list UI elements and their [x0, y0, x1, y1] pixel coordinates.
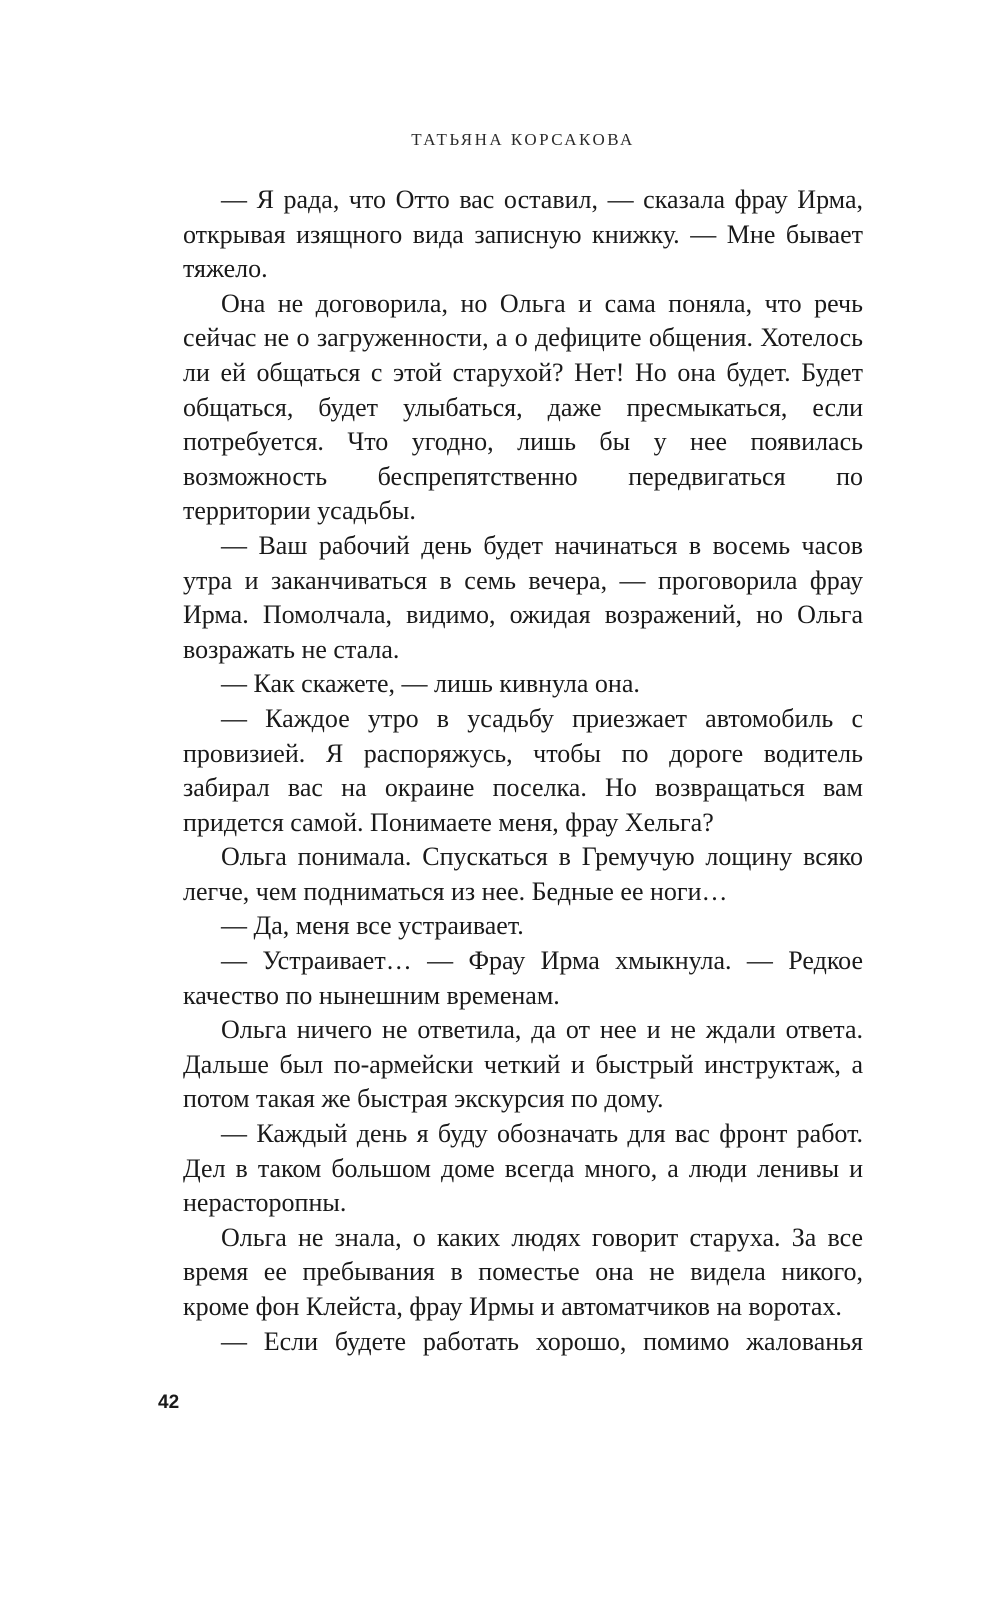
- paragraph-3: — Ваш рабочий день будет начинаться в восемь часов утра и заканчиваться в семь вечера, — проговорила фрау Ирма. Помолчала, видимо, ожидая возражений, но Ольга возражать не стала.: [183, 530, 863, 664]
- paragraph-9: Ольга ничего не ответила, да от нее и не ждали ответа. Дальше был по-армейски четкий и быстрый инструктаж, а потом такая же быстрая экскурсия по дому.: [183, 1015, 863, 1114]
- body-text: [183, 183, 863, 1359]
- running-head: ТАТЬЯНА КОРСАКОВА: [411, 130, 635, 149]
- paragraph-7: — Да, меня все устраивает.: [221, 911, 524, 941]
- paragraph-8: — Устраивает… — Фрау Ирма хмыкнула. — Редкое качество по нынешним временам.: [183, 946, 863, 1010]
- page-number: 42: [158, 1392, 180, 1413]
- paragraph-2: Она не договорила, но Ольга и сама поняла, что речь сейчас не о загруженности, а о дефиците общения. Хотелось ли ей общаться с этой старухой? Нет! Но она будет. Будет общаться, будет улыбаться, даже пресмыкаться, если потребуется. Что угодно, лишь бы у нее появилась возможность беспрепятственно передвигаться по территории усадьбы.: [183, 288, 863, 526]
- paragraph-6: Ольга понимала. Спускаться в Гремучую лощину всяко легче, чем подниматься из нее. Бедные ее ноги…: [183, 842, 863, 906]
- paragraph-4: — Как скажете, — лишь кивнула она.: [221, 669, 640, 699]
- paragraph-10: — Каждый день я буду обозначать для вас фронт работ. Дел в таком большом доме всегда много, а люди ленивы и нерасторопны.: [183, 1119, 863, 1218]
- paragraph-1: — Я рада, что Отто вас оставил, — сказала фрау Ирма, открывая изящного вида записную книжку. — Мне бывает тяжело.: [183, 185, 863, 284]
- paragraph-5: — Каждое утро в усадьбу приезжает автомобиль с провизией. Я распоряжусь, чтобы по дороге водитель забирал вас на окраине поселка. Но возвращаться вам придется самой. Понимаете меня, фрау Хельга?: [183, 703, 863, 837]
- paragraph-11: Ольга не знала, о каких людях говорит старуха. За все время ее пребывания в поместье она не видела никого, кроме фон Клейста, фрау Ирмы и автоматчиков на воротах.: [183, 1222, 863, 1321]
- paragraph-12: — Если будете работать хорошо, помимо жалованья: [221, 1326, 863, 1356]
